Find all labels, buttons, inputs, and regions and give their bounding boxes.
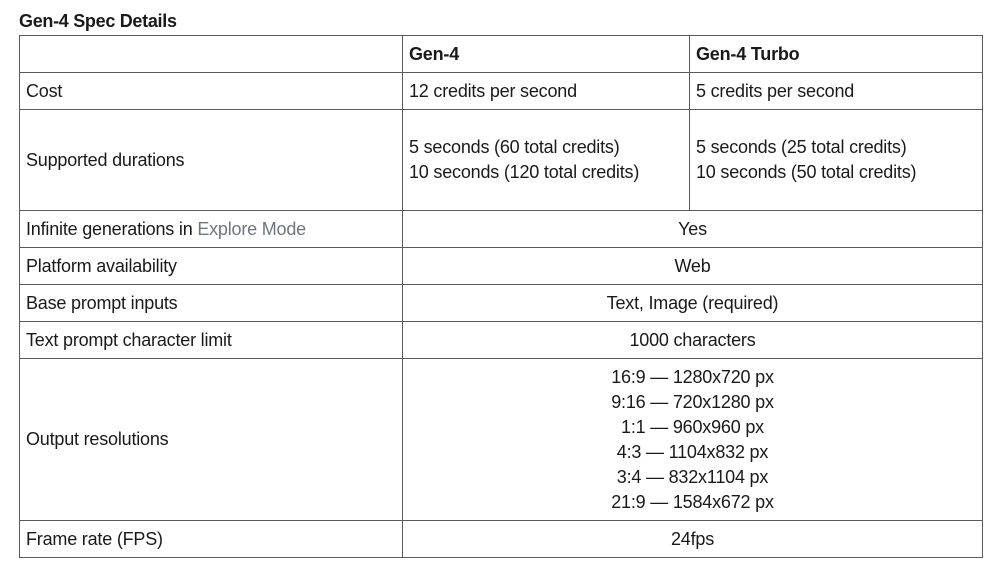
row-label-infinite: [20, 211, 403, 248]
table-row-resolutions: [20, 359, 983, 521]
table-row-cost: [20, 73, 983, 110]
cost-gen4-turbo: 5 credits per second: [690, 73, 983, 110]
resolution-line: 3:4 — 832x1104 px: [616, 466, 769, 487]
durations-gen4-turbo: [690, 110, 983, 211]
explore-mode-link[interactable]: Explore Mode: [197, 218, 306, 239]
table-row-fps: [20, 521, 983, 558]
infinite-value: Yes: [403, 211, 983, 248]
row-label-cost: Cost: [20, 73, 403, 110]
duration-line: 5 seconds (25 total credits): [696, 137, 907, 157]
row-label-char-limit: Text prompt character limit: [20, 322, 403, 359]
resolution-line: 21:9 — 1584x672 px: [611, 491, 774, 512]
row-label-durations: Supported durations: [20, 110, 403, 211]
header-gen4: Gen-4: [403, 36, 690, 73]
table-row-inputs: [20, 285, 983, 322]
table-row-durations: [20, 110, 983, 211]
table-row-infinite: [20, 211, 983, 248]
resolution-line: 9:16 — 720x1280 px: [611, 391, 774, 412]
row-label-inputs: Base prompt inputs: [20, 285, 403, 322]
cost-gen4: 12 credits per second: [403, 73, 690, 110]
resolution-line: 4:3 — 1104x832 px: [616, 441, 769, 462]
page-title: Gen-4 Spec Details: [19, 11, 177, 31]
char-limit-value: 1000 characters: [403, 322, 983, 359]
row-label-resolutions: Output resolutions: [20, 359, 403, 521]
table-header-row: [20, 36, 983, 73]
duration-line: 10 seconds (120 total credits): [409, 162, 640, 182]
fps-value: 24fps: [403, 521, 983, 558]
resolutions-value: [403, 359, 983, 521]
header-empty-cell: [20, 36, 403, 73]
durations-gen4: [403, 110, 690, 211]
spec-table: [19, 35, 983, 558]
table-row-char-limit: [20, 322, 983, 359]
inputs-value: Text, Image (required): [403, 285, 983, 322]
table-row-platform: [20, 248, 983, 285]
resolution-line: 1:1 — 960x960 px: [621, 416, 764, 437]
resolution-line: 16:9 — 1280x720 px: [611, 366, 774, 387]
duration-line: 5 seconds (60 total credits): [409, 137, 620, 157]
header-gen4-turbo: Gen-4 Turbo: [690, 36, 983, 73]
platform-value: Web: [403, 248, 983, 285]
duration-line: 10 seconds (50 total credits): [696, 162, 917, 182]
row-label-platform: Platform availability: [20, 248, 403, 285]
row-label-fps: Frame rate (FPS): [20, 521, 403, 558]
infinite-label-text: Infinite generations in: [26, 218, 198, 239]
